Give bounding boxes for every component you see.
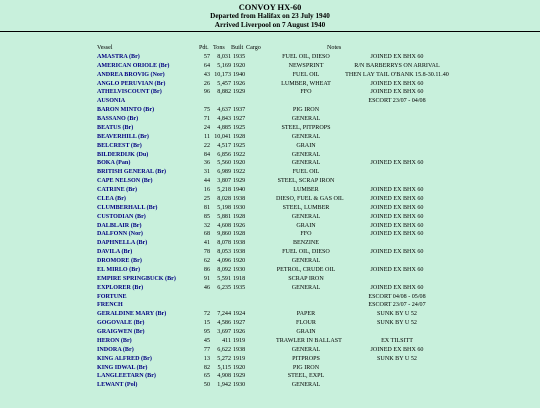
departure-line: Departed from Halifax on 23 July 1940 [210,12,330,20]
header-divider [0,31,540,32]
pdt-value: 68 [203,231,210,238]
vessel-name: BELCREST (Br) [97,142,142,149]
notes-value: JOINED EX BHX 60 [370,249,424,256]
built-year: 1928 [233,231,246,238]
cargo-value: STEEL, SCRAP IRON [277,178,335,185]
cargo-value: PITPROPS [292,355,320,362]
tons-value: 9,860 [217,231,231,238]
built-year: 1922 [233,151,246,158]
table-row [0,239,540,248]
cargo-value: GENERAL [291,151,321,158]
tons-value: 411 [222,337,231,344]
vessel-name: KING IDWAL (Br) [97,364,148,371]
tons-value: 4,885 [217,124,231,131]
table-row [0,159,540,168]
vessel-name: EMPIRE SPRINGBUCK (Br) [97,275,176,282]
vessel-name: BARON MINTO (Br) [97,107,155,114]
notes-value: JOINED EX BHX 60 [370,204,424,211]
cargo-value: FUEL OIL, DIESO [282,53,330,60]
tons-value: 6,856 [217,151,231,158]
notes-value: ESCORT 23/07 - 04/08 [368,98,426,105]
vessel-name: GOGOVALE (Br) [97,320,145,327]
tons-value: 4,517 [217,142,231,149]
cargo-value: FUEL OIL [292,71,320,78]
cargo-value: GENERAL [291,346,321,353]
built-year: 1929 [233,178,246,185]
tons-value: 4,608 [217,222,231,229]
vessel-name: EL MIRLO (Br) [97,266,140,273]
vessel-name: AUSONIA [97,98,126,105]
pdt-value: 43 [203,71,210,78]
vessel-name: BOKA (Pan) [97,160,131,167]
pdt-value: 64 [203,62,210,69]
cargo-value: FLOUR [296,320,316,327]
built-year: 1940 [233,71,246,78]
cargo-value: LUMBER, WHEAT [281,80,331,87]
pdt-value: 71 [203,116,210,122]
tons-value: 5,881 [217,213,231,220]
pdt-value: 46 [203,284,210,291]
table-row [0,275,540,284]
convoy-title: CONVOY HX-60 [238,3,302,12]
table-row [0,266,540,275]
built-year: 1929 [233,89,246,96]
table-row [0,133,540,142]
tons-value: 4,843 [217,116,231,122]
cargo-value: FFO [300,231,312,238]
vessel-name: LEWANT (Pol) [97,382,138,389]
cargo-value: FUEL OIL [292,169,320,176]
convoy-table [0,44,540,390]
vessel-name: INDORA (Br) [97,346,134,353]
notes-value: JOINED EX BHX 60 [370,89,424,96]
notes-value: R/N BARBERRYS ON ARRIVAL [354,62,440,69]
vessel-name: LANGLEETARN (Br) [97,373,156,380]
built-year: 1926 [233,329,246,335]
vessel-name: DALBLAIR (Br) [97,222,142,229]
column-header-tons: Tons [213,45,225,51]
pdt-value: 11 [204,133,210,140]
pdt-value: 26 [203,80,210,87]
pdt-value: 86 [203,266,210,273]
tons-value: 5,272 [217,355,231,362]
notes-value: JOINED EX BHX 60 [370,187,424,193]
vessel-name: GRAIGWEN (Br) [97,329,145,335]
pdt-value: 72 [203,311,210,318]
page-header [0,3,540,32]
built-year: 1938 [233,195,246,202]
notes-value: THEN LAY TAIL O'BANK 15.8-30.11.40 [345,71,449,78]
cargo-value: NEWSPRINT [288,62,324,69]
vessel-name: DROMORE (Br) [97,258,142,264]
cargo-value: GENERAL [291,133,321,140]
column-header-notes: Notes [327,45,342,51]
pdt-value: 45 [203,337,210,344]
built-year: 1928 [233,133,246,140]
notes-value: JOINED EX BHX 60 [370,231,424,238]
tons-value: 6,989 [217,169,231,176]
vessel-name: ATHELVISCOUNT (Br) [97,89,162,96]
table-row [0,124,540,133]
cargo-value: GENERAL [291,160,321,167]
pdt-value: 95 [203,329,210,335]
built-year: 1938 [233,346,246,353]
cargo-value: GENERAL [291,382,321,389]
vessel-name: CATRINE (Br) [97,187,138,193]
tons-value: 8,028 [217,195,231,202]
pdt-value: 75 [203,107,210,114]
tons-value: 5,115 [217,364,231,371]
built-year: 1922 [233,169,246,176]
vessel-name: GERALDINE MARY (Br) [97,311,167,318]
cargo-value: FUEL OIL, DIESO [282,249,330,256]
tons-value: 1,942 [217,382,231,389]
tons-value: 6,235 [217,284,231,291]
built-year: 1919 [233,355,246,362]
cargo-value: PAPER [296,311,316,318]
table-row [0,177,540,186]
cargo-value: PIG IRON [292,107,320,114]
vessel-name: ANDREA BROVIG (Nor) [97,71,165,78]
tons-value: 7,244 [217,311,231,318]
cargo-value: STEEL, PITPROPS [281,124,331,131]
pdt-value: 65 [203,373,210,380]
built-year: 1937 [233,107,246,114]
vessel-name: CLEA (Br) [97,195,126,202]
table-row [0,284,540,293]
cargo-value: STEEL, LUMBER [282,204,330,211]
tons-value: 5,560 [217,160,231,167]
pdt-value: 62 [203,258,210,264]
table-row [0,364,540,373]
table-row [0,115,540,124]
notes-value: JOINED EX BHX 60 [370,284,424,291]
pdt-value: 32 [203,222,210,229]
table-row [0,62,540,71]
notes-value: SUNK BY U 52 [377,311,417,318]
tons-value: 5,591 [217,275,231,282]
vessel-name: BEATUS (Br) [97,124,134,131]
vessel-name: BEAVERHILL (Br) [97,133,149,140]
built-year: 1918 [233,275,246,282]
table-row [0,301,540,310]
cargo-value: STEEL, EXPL [287,373,325,380]
table-row [0,142,540,151]
vessel-name: DAPHNELLA (Br) [97,240,148,247]
built-year: 1930 [233,204,246,211]
pdt-value: 31 [203,169,210,176]
cargo-value: LUMBER [293,187,319,193]
cargo-value: GRAIN [296,329,316,335]
vessel-name: DALFONN (Nor) [97,231,143,238]
vessel-name: DAVILA (Br) [97,249,133,256]
notes-value: JOINED EX BHX 60 [370,346,424,353]
built-year: 1938 [233,240,246,247]
pdt-value: 81 [203,204,210,211]
vessel-name: BRITISH GENERAL (Br) [97,169,167,176]
tons-value: 3,697 [217,329,231,335]
pdt-value: 41 [203,240,210,247]
built-year: 1930 [233,382,246,389]
built-year: 1920 [233,62,246,69]
table-row [0,248,540,257]
built-year: 1929 [233,373,246,380]
pdt-value: 13 [203,355,210,362]
cargo-value: GRAIN [296,222,316,229]
table-row [0,168,540,177]
table-row [0,372,540,381]
column-header-cargo: Cargo [246,45,261,51]
column-header-built: Built [231,45,244,51]
pdt-value: 15 [203,320,210,327]
notes-value: JOINED EX BHX 60 [370,266,424,273]
built-year: 1927 [233,116,246,122]
table-row [0,310,540,319]
cargo-value: GENERAL [291,213,321,220]
notes-value: JOINED EX BHX 60 [370,160,424,167]
table-row [0,97,540,106]
vessel-name: EXPLORER (Br) [97,284,144,291]
tons-value: 8,078 [217,240,231,247]
notes-value: ESCORT 04/08 - 05/08 [368,293,426,300]
built-year: 1920 [233,160,246,167]
pdt-value: 50 [203,382,210,389]
cargo-value: DIESO, FUEL & GAS OIL [276,195,344,202]
notes-value: JOINED EX BHX 60 [370,222,424,229]
pdt-value: 82 [203,364,210,371]
cargo-value: GENERAL [291,116,321,122]
cargo-value: GENERAL [291,258,321,264]
built-year: 1927 [233,320,246,327]
cargo-value: PIG IRON [292,364,320,371]
table-row [0,213,540,222]
vessel-name: BASSANO (Br) [97,116,139,122]
pdt-value: 91 [203,275,210,282]
tons-value: 8,031 [217,53,231,60]
tons-value: 4,908 [217,373,231,380]
built-year: 1940 [233,187,246,193]
pdt-value: 96 [203,89,210,96]
built-year: 1924 [233,311,246,318]
table-row [0,80,540,89]
table-row [0,257,540,266]
vessel-name: HERON (Br) [97,337,132,344]
built-year: 1925 [233,142,246,149]
built-year: 1928 [233,213,246,220]
table-row [0,151,540,160]
tons-value: 4,096 [217,258,231,264]
pdt-value: 36 [203,160,210,167]
built-year: 1935 [233,53,246,60]
cargo-value: BENZINE [292,240,320,247]
notes-value: ESCORT 23/07 - 24/07 [368,302,426,309]
cargo-value: GENERAL [291,284,321,291]
vessel-name: ANGLO PERUVIAN (Br) [97,80,166,87]
notes-value: EX TILSITT [381,337,413,344]
tons-value: 10,041 [214,133,231,140]
cargo-value: TRAWLER IN BALLAST [276,337,342,344]
tons-value: 6,622 [217,346,231,353]
notes-value: JOINED EX BHX 60 [370,195,424,202]
notes-value: JOINED EX BHX 60 [370,213,424,220]
pdt-value: 25 [203,195,210,202]
pdt-value: 78 [203,249,210,256]
vessel-name: BILDERDIJK (Du) [97,151,149,158]
table-row [0,230,540,239]
pdt-value: 16 [203,187,210,193]
cargo-value: GRAIN [296,142,316,149]
column-header-vessel: Vessel [97,45,113,51]
table-row [0,293,540,302]
built-year: 1935 [233,284,246,291]
notes-value: JOINED EX BHX 60 [370,53,424,60]
table-row [0,106,540,115]
built-year: 1926 [233,222,246,229]
table-row [0,195,540,204]
table-row [0,381,540,390]
table-header-row [0,44,540,53]
table-row [0,337,540,346]
pdt-value: 57 [203,53,210,60]
notes-value: SUNK BY U 52 [377,355,417,362]
table-row [0,71,540,80]
table-row [0,53,540,62]
tons-value: 10,173 [214,71,231,78]
cargo-value: FFO [300,89,312,96]
pdt-value: 44 [203,178,210,185]
table-row [0,222,540,231]
tons-value: 8,092 [217,266,231,273]
cargo-value: SCRAP IRON [288,275,324,282]
table-row [0,355,540,364]
vessel-name: CLUMBERHALL (Br) [97,204,158,211]
built-year: 1920 [233,258,246,264]
vessel-name: AMERICAN ORIOLE (Br) [97,62,170,69]
table-row [0,328,540,337]
built-year: 1930 [233,266,246,273]
table-row [0,319,540,328]
pdt-value: 77 [203,346,210,353]
tons-value: 5,218 [217,187,231,193]
tons-value: 3,807 [217,178,231,185]
built-year: 1920 [233,364,246,371]
built-year: 1919 [233,337,246,344]
pdt-value: 24 [203,124,210,131]
vessel-name: CUSTODIAN (Br) [97,213,146,220]
built-year: 1926 [233,80,246,87]
table-row [0,204,540,213]
vessel-name: KING ALFRED (Br) [97,355,152,362]
table-row [0,186,540,195]
table-row [0,88,540,97]
built-year: 1938 [233,249,246,256]
notes-value: SUNK BY U 52 [377,320,417,327]
cargo-value: PETROL, CRUDE OIL [276,266,336,273]
tons-value: 4,586 [217,320,231,327]
tons-value: 8,882 [217,89,231,96]
pdt-value: 84 [203,151,210,158]
column-header-pdt: Pdt. [199,45,209,51]
tons-value: 8,053 [217,249,231,256]
vessel-name: FRENCH [97,302,123,309]
vessel-name: AMASTRA (Br) [97,53,140,60]
table-row [0,346,540,355]
tons-value: 4,637 [217,107,231,114]
tons-value: 5,198 [217,204,231,211]
tons-value: 5,457 [217,80,231,87]
built-year: 1925 [233,124,246,131]
vessel-name: FORTUNE [97,293,127,300]
vessel-name: CAPE NELSON (Br) [97,178,153,185]
pdt-value: 22 [203,142,210,149]
tons-value: 5,169 [217,62,231,69]
pdt-value: 85 [203,213,210,220]
arrival-line: Arrived Liverpool on 7 August 1940 [214,20,326,29]
notes-value: JOINED EX BHX 60 [370,80,424,87]
